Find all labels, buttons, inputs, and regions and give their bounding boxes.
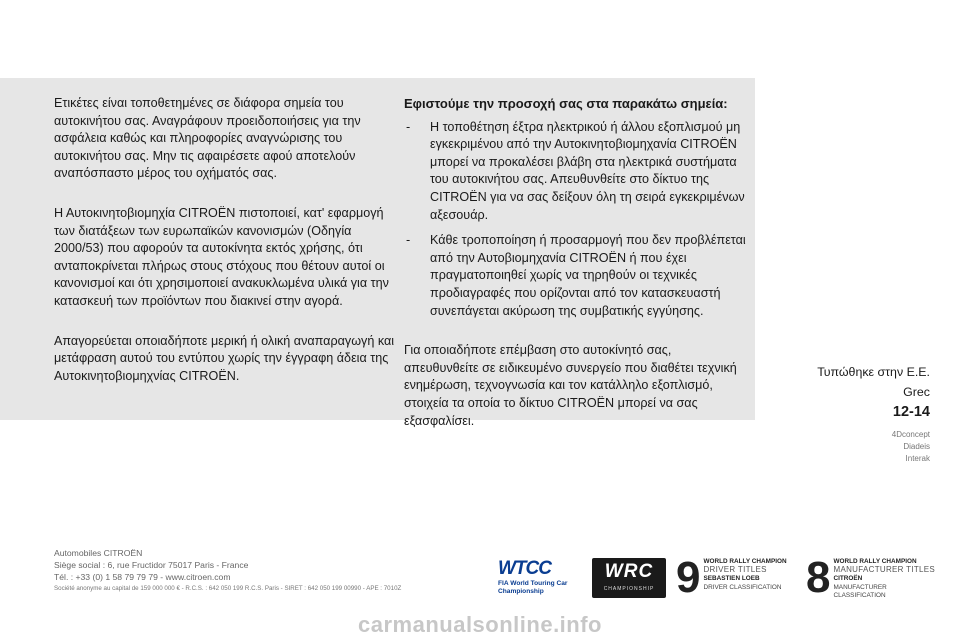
agency-name: Interak — [905, 454, 930, 463]
wtcc-wordmark: WTCC — [498, 558, 551, 579]
company-footer — [54, 547, 401, 595]
printed-info — [817, 362, 930, 402]
agency-name: 4Dconcept — [891, 430, 930, 439]
company-name: Automobiles CITROËN — [54, 548, 143, 558]
champ-title: WORLD RALLY CHAMPION — [703, 558, 787, 565]
champ-title: WORLD RALLY CHAMPION — [833, 558, 917, 565]
wrc-wordmark: WRC — [604, 561, 654, 582]
wtcc-line: Championship — [498, 587, 544, 595]
company-address: Siège social : 6, rue Fructidor 75017 Paris - France — [54, 560, 249, 570]
wrc-logo — [592, 558, 666, 598]
champ-titles: MANUFACTURER TITLES — [833, 565, 936, 575]
site-watermark: carmanualsonline.info — [358, 612, 602, 637]
printed-language: Grec — [903, 385, 930, 399]
copyright-paragraph: Απαγορεύεται οποιαδήποτε μερική ή ολική αναπαραγωγή και μετάφραση αυτού του εντύπου χωρίς την έγγραφη άδεια της Αυτοκινητοβιομηχνίας CITROËN. — [54, 333, 395, 383]
champ-titles: DRIVER TITLES — [703, 565, 767, 575]
manufacturer-titles-text — [833, 558, 936, 600]
champ-sub: MANUFACTURER CLASSIFICATION — [833, 583, 887, 599]
right-column — [404, 95, 749, 452]
page-code: 12-14 — [892, 404, 930, 420]
recycling-paragraph: Η Αυτοκινητοβιομηχία CITROËN πιστοποιεί, κατ' εφαρμογή των διατάξεων των ευρωπαϊκών κανονισμών (Οδηγία 2000/53) που αφορούν τα αυτοκίνητα εκτός χρήσης, ότι ανταποκρίνεται πλήρως στους στόχους που θέτουν αυτοί οι κανονισμοί και ότι χρησιμοποιεί ανακυκλωμένα υλικά για την κατασκευή των προϊόντων που διακινεί στην αγορά. — [54, 205, 389, 308]
bullet-item — [404, 232, 749, 320]
left-column — [54, 95, 399, 407]
agency-list — [892, 429, 930, 465]
company-legal: Société anonyme au capital de 159 000 000 € - R.C.S. : 642 050 199 R.C.S. Paris - SIRET : 642 050 199 00990 - APE : 7010Z — [54, 585, 402, 592]
agency-name: Diadeis — [903, 442, 930, 451]
company-contact: Tél. : +33 (0) 1 58 79 79 79 - www.citroen.com — [54, 572, 231, 582]
bullet-dash: - — [406, 233, 411, 248]
champ-name: SEBASTIEN LOEB — [703, 575, 760, 583]
bullet-item — [404, 119, 749, 225]
bullet-dash: - — [406, 119, 411, 134]
labels-paragraph: Ετικέτες είναι τοποθετημένες σε διάφορα σημεία του αυτοκινήτου σας. Αναγράφουν προειδοποιήσεις για την ασφάλεια καθώς και πληροφορίες αναγνώρισης του αυτοκινήτου σας. Μην τις αφαιρέσετε αφού αποτελούν αναπόσπαστο μέρος του οχήματός σας. — [54, 96, 361, 181]
printed-location: Τυπώθηκε στην Ε.Ε. — [817, 365, 930, 379]
bullet-text: Κάθε τροποποίηση ή προσαρμογή που δεν προβλέπεται από την Αυτοβιομηχανία CITROËN ή που έχει πραγματοποιηθεί χωρίς να τηρηθούν οι τεχνικές προδιαγραφές που ορίζονται από τον κατασκευαστή συνεπάγεται ακύρωση της συμβατικής εγγύησης. — [430, 233, 746, 318]
driver-titles-text — [703, 558, 786, 592]
driver-titles-badge — [676, 553, 806, 602]
attention-heading: Εφιστούμε την προσοχή σας στα παρακάτω σημεία: — [404, 96, 728, 111]
champ-sub: DRIVER CLASSIFICATION — [703, 583, 782, 591]
champ-name: CITROËN — [833, 575, 863, 583]
wrc-subline: CHAMPIONSHIP — [603, 586, 655, 592]
driver-titles-number: 9 — [676, 553, 701, 602]
wtcc-logo — [498, 558, 580, 602]
manufacturer-titles-badge — [806, 553, 936, 602]
wtcc-line: FIA World Touring Car — [498, 580, 568, 587]
closing-paragraph: Για οποιαδήποτε επέμβαση στο αυτοκίνητό σας, απευθυνθείτε σε ειδικευμένο συνεργείο που διαθέτει τεχνική ενημέρωση, τεχνογνωσία και τον κατάλληλο εξοπλισμό, στοιχεία τα οποία το δίκτυο CITROËN μπορεί να σας εξασφαλίσει. — [404, 343, 737, 428]
manufacturer-titles-number: 8 — [806, 553, 831, 602]
bullet-text: Η τοποθέτηση έξτρα ηλεκτρικού ή άλλου εξοπλισμού μη εγκεκριμένου από την Αυτοκινητοβιομηχανία CITROËN μπορεί να προκαλέσει βλάβη στα ηλεκτρικά συστήματα του αυτοκινήτου σας. Απευθυνθείτε στο δίκτυο της CITROËN για να σας δείξουν όλη τη σειρά εγκεκριμένων αξεσουάρ. — [430, 119, 745, 222]
